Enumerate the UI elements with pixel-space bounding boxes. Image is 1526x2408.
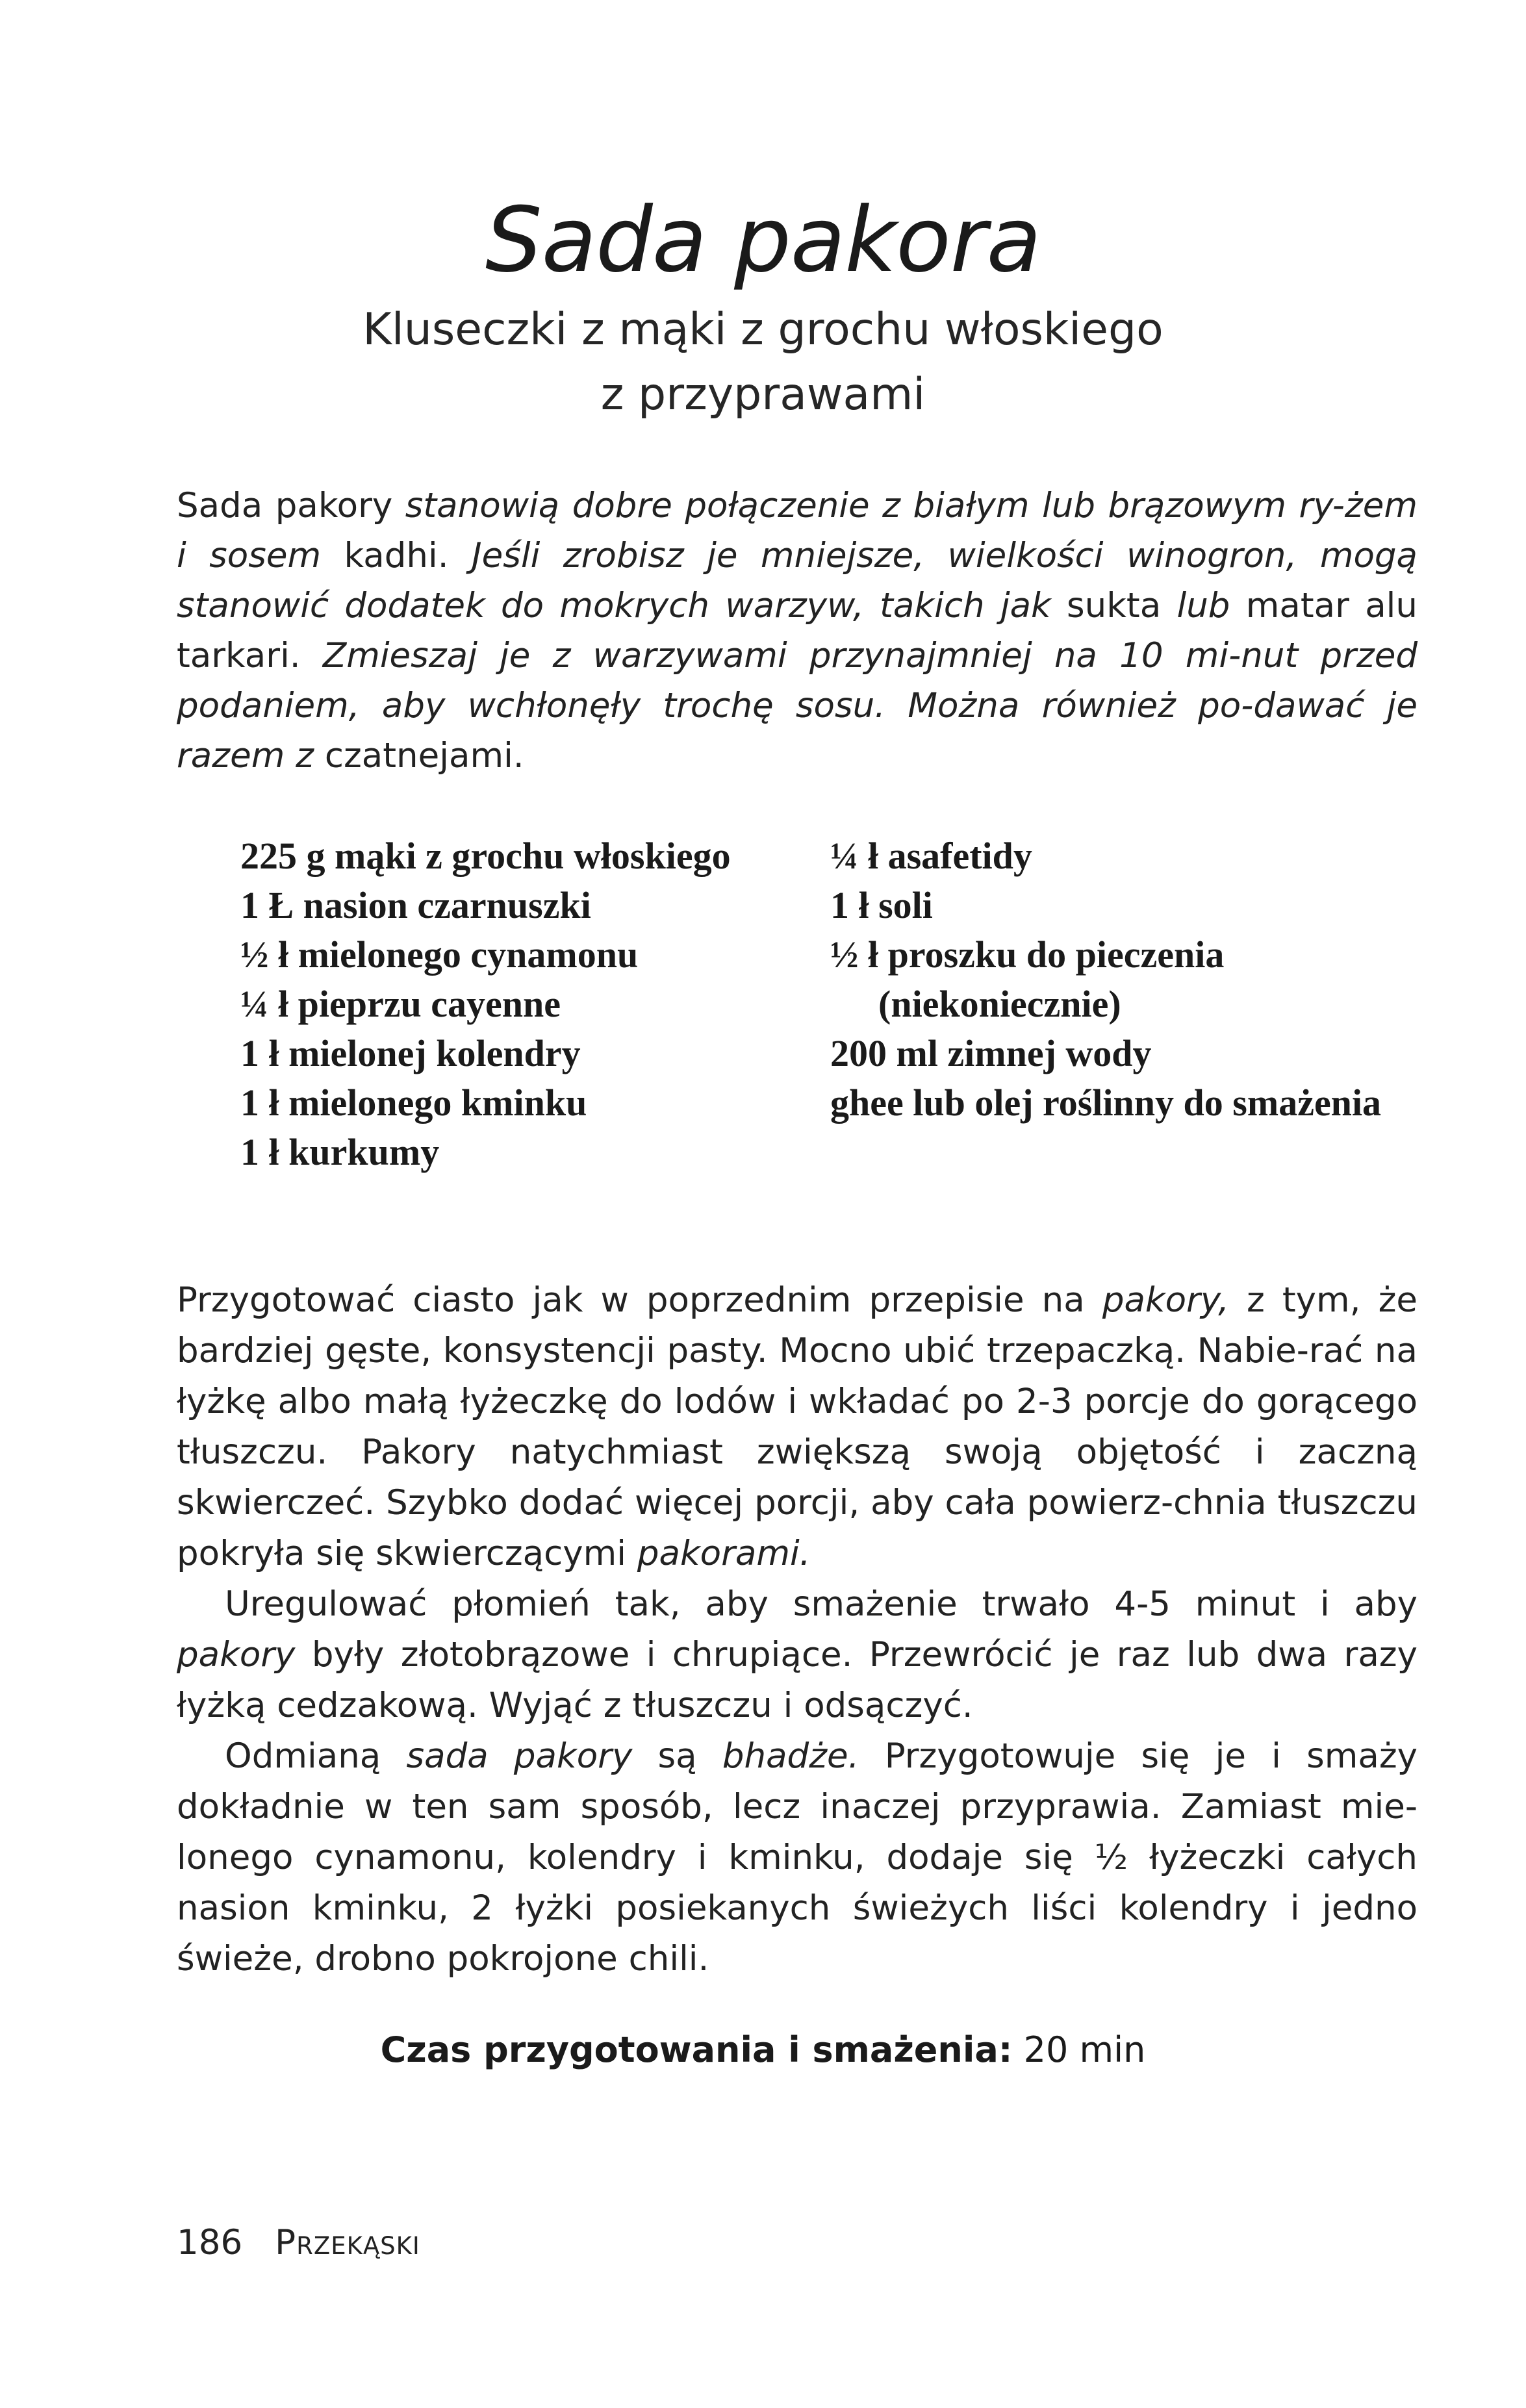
- subtitle-line-1: Kluseczki z mąki z grochu włoskiego: [362, 304, 1164, 355]
- section-name: Przekąski: [275, 2223, 420, 2262]
- ingredient-item: 200 ml zimnej wody: [830, 1032, 1152, 1074]
- method-section: [177, 1275, 1418, 1984]
- method-text: Przygotować ciasto jak w poprzednim przepisie na: [177, 1280, 1102, 1320]
- page-footer: [177, 2220, 420, 2266]
- ingredients-list-right: [830, 831, 1402, 1128]
- method-text: były złotobrązowe i chrupiące. Przewrócić je raz lub dwa razy łyżką cedzakową. Wyjąć z tłuszczu i odsączyć.: [177, 1635, 1418, 1725]
- ingredient-item: 1 Ł nasion czarnuszki: [240, 884, 591, 926]
- intro-text: Sada pakory: [177, 486, 405, 526]
- intro-paragraph: [177, 481, 1418, 781]
- method-text-italic: pakorami.: [637, 1534, 811, 1573]
- ingredient-item: ghee lub olej roślinny do smażenia: [830, 1082, 1382, 1124]
- ingredient-item: ½ ł mielonego cynamonu: [240, 933, 639, 976]
- intro-text: czatnejami.: [324, 736, 524, 776]
- method-paragraph: [177, 1579, 1418, 1731]
- method-text: Odmianą: [225, 1736, 407, 1776]
- intro-text: sukta: [1067, 586, 1177, 626]
- method-text: z tym, że bardziej gęste, konsystencji pasty. Mocno ubić trzepaczką. Nabie-rać na łyżkę albo małą łyżeczkę do lodów i wkładać po 2-3 porcje do gorącego tłuszczu. Pakory natychmiast zwiększą swoją objętość i zaczną skwierczeć. Szybko dodać więcej porcji, aby cała powierz-chnia tłuszczu pokryła się skwierczącymi: [177, 1280, 1418, 1573]
- ingredients-list-left: [240, 831, 747, 1177]
- method-text-italic: bhadże.: [722, 1736, 859, 1776]
- prep-time: [0, 2024, 1526, 2076]
- method-text-italic: pakory: [177, 1635, 296, 1675]
- ingredient-item: ¼ ł pieprzu cayenne: [240, 983, 561, 1025]
- prep-time-label: Czas przygotowania i smażenia:: [380, 2029, 1013, 2070]
- ingredient-item: 1 ł mielonej kolendry: [240, 1032, 581, 1074]
- recipe-title: Sada pakora: [485, 188, 1041, 292]
- method-text: są: [632, 1736, 722, 1776]
- ingredient-item: ½ ł proszku do pieczenia (niekoniecznie): [830, 933, 1225, 1025]
- ingredient-item: 225 g mąki z grochu włoskiego: [240, 835, 731, 877]
- method-text: Przygotowuje się je i smaży dokładnie w ten sam sposób, lecz inaczej przyprawia. Zamiast mie-lonego cynamonu, kolendry i kminku, dodaje się ½ łyżeczki całych nasion kminku, 2 łyżki posiekanych świeżych liści kolendry i jedno świeże, drobno pokrojone chili.: [177, 1736, 1418, 1979]
- method-text: Uregulować płomień tak, aby smażenie trwało 4-5 minut i aby: [225, 1584, 1418, 1624]
- prep-time-value: 20 min: [1023, 2029, 1146, 2070]
- intro-text-italic: Jeśli zrobisz je mniejsze, wielkości winogron, mogą stanowić dodatek do mokrych warzyw, takich jak: [177, 536, 1418, 626]
- intro-text: matar alu tarkari.: [177, 586, 1418, 676]
- subtitle-line-2: z przyprawami: [600, 369, 926, 420]
- intro-text: kadhi.: [344, 536, 472, 576]
- intro-text-italic: lub: [1176, 586, 1246, 626]
- method-paragraph: [177, 1275, 1418, 1579]
- intro-text-italic: stanowią dobre połączenie z białym lub brązowym ry-żem i sosem: [177, 486, 1418, 576]
- ingredient-item: 1 ł soli: [830, 884, 933, 926]
- method-text-italic: pakory,: [1102, 1280, 1229, 1320]
- method-paragraph: [177, 1731, 1418, 1984]
- intro-text-italic: Zmieszaj je z warzywami przynajmniej na 10 mi-nut przed podaniem, aby wchłonęły trochę sosu. Można również po-dawać je razem z: [177, 636, 1418, 776]
- ingredient-item: 1 ł mielonego kminku: [240, 1082, 587, 1124]
- page-number: 186: [177, 2223, 243, 2262]
- ingredient-item: 1 ł kurkumy: [240, 1131, 440, 1173]
- method-text-italic: sada pakory: [406, 1736, 633, 1776]
- recipe-subtitle: [0, 298, 1526, 427]
- ingredient-item: ¼ ł asafetidy: [830, 835, 1032, 877]
